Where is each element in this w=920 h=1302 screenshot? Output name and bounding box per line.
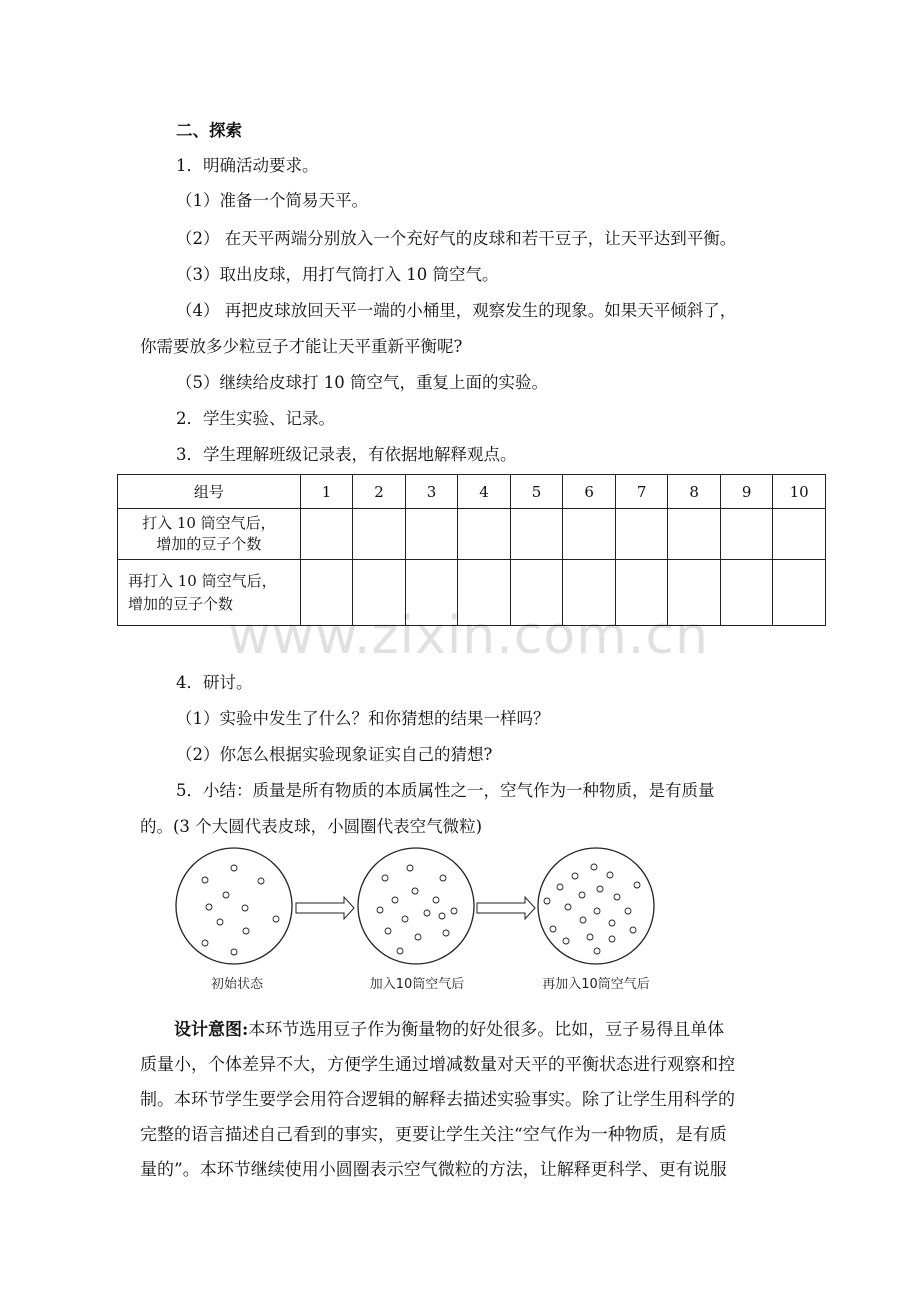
step-1-4a: （4） 再把皮球放回天平一端的小桶里，观察发生的现象。如果天平倾斜了， xyxy=(176,301,737,320)
row1-label-a: 打入 10 筒空气后， xyxy=(142,514,276,532)
design-intent-line-3: 制。本环节学生要学会用符合逻辑的解释去描述实验事实。除了让学生用科学的 xyxy=(140,1090,735,1110)
step-1-2: （2） 在天平两端分别放入一个充好气的皮球和若干豆子，让天平达到平衡。 xyxy=(176,229,737,248)
step-1-4b: 你需要放多少粒豆子才能让天平重新平衡呢? xyxy=(140,337,463,356)
group-2: 2 xyxy=(353,475,406,509)
table-cell xyxy=(773,509,826,560)
step-1: 1．明确活动要求。 xyxy=(176,156,319,175)
group-5: 5 xyxy=(510,475,563,509)
step-1-3: （3）取出皮球，用打气筒打入 10 筒空气。 xyxy=(176,265,499,284)
row1-label xyxy=(118,509,301,560)
group-3: 3 xyxy=(405,475,458,509)
design-intent xyxy=(140,1013,790,1188)
watermark: www.zixin.com.cn xyxy=(228,606,709,666)
record-table xyxy=(117,474,826,626)
particles-after-20 xyxy=(544,864,640,954)
design-intent-line-2: 质量小，个体差异不大，方便学生通过增减数量对天平的平衡状态进行观察和控 xyxy=(140,1055,735,1075)
row2-label-b: 增加的豆子个数 xyxy=(128,594,234,613)
design-intent-heading: 设计意图: xyxy=(174,1020,249,1040)
design-intent-text-1: 本环节选用豆子作为衡量物的好处很多。比如，豆子易得且单体 xyxy=(248,1020,725,1040)
table-row xyxy=(118,509,826,560)
table-cell xyxy=(720,509,773,560)
label-after-10: 加入10筒空气后 xyxy=(369,977,465,992)
arrow-1 xyxy=(296,897,354,919)
group-4: 4 xyxy=(458,475,511,509)
step-3: 3．学生理解班级记录表，有依据地解释观点。 xyxy=(176,445,517,464)
particles-initial xyxy=(202,865,279,955)
group-1: 1 xyxy=(300,475,353,509)
group-10: 10 xyxy=(773,475,826,509)
step-4: 4．研讨。 xyxy=(176,673,253,692)
table-cell xyxy=(773,560,826,626)
design-intent-line-1 xyxy=(140,1013,790,1048)
design-intent-line-4: 完整的语言描述自己看到的事实，更要让学生关注“空气作为一种物质，是有质 xyxy=(140,1125,727,1145)
table-cell xyxy=(353,509,406,560)
table-header-row xyxy=(118,475,826,509)
row2-label-a: 再打入 10 筒空气后， xyxy=(128,571,277,590)
table-cell xyxy=(615,509,668,560)
table-cell xyxy=(563,509,616,560)
table-cell xyxy=(405,509,458,560)
section-title: 二、探索 xyxy=(176,121,242,140)
step-4-1: （1）实验中发生了什么？和你猜想的结果一样吗？ xyxy=(176,709,550,728)
group-7: 7 xyxy=(615,475,668,509)
arrow-2 xyxy=(477,897,535,919)
group-9: 9 xyxy=(720,475,773,509)
group-6: 6 xyxy=(563,475,616,509)
step-1-1: （1）准备一个简易天平。 xyxy=(176,191,368,210)
table-cell xyxy=(458,509,511,560)
row1-label-b: 增加的豆子个数 xyxy=(156,535,262,553)
label-after-20: 再加入10筒空气后 xyxy=(542,977,650,992)
table-cell xyxy=(300,509,353,560)
header-label: 组号 xyxy=(118,475,301,509)
particles-after-10 xyxy=(377,865,457,954)
label-initial: 初始状态 xyxy=(210,977,264,992)
step-5b: 的。(3 个大圆代表皮球，小圆圈代表空气微粒) xyxy=(140,817,483,836)
step-1-5: （5）继续给皮球打 10 筒空气，重复上面的实验。 xyxy=(176,373,548,392)
design-intent-line-5: 量的”。本环节继续使用小圆圈表示空气微粒的方法，让解释更科学、更有说服 xyxy=(140,1160,727,1180)
table-cell xyxy=(720,560,773,626)
table-cell xyxy=(510,509,563,560)
step-4-2: （2）你怎么根据实验现象证实自己的猜想? xyxy=(176,745,493,764)
step-2: 2．学生实验、记录。 xyxy=(176,409,335,428)
ball-after-10 xyxy=(358,848,474,964)
step-5a: 5．小结：质量是所有物质的本质属性之一，空气作为一种物质，是有质量 xyxy=(176,781,715,800)
table-cell xyxy=(668,509,721,560)
group-8: 8 xyxy=(668,475,721,509)
air-particle-diagram xyxy=(0,845,920,995)
